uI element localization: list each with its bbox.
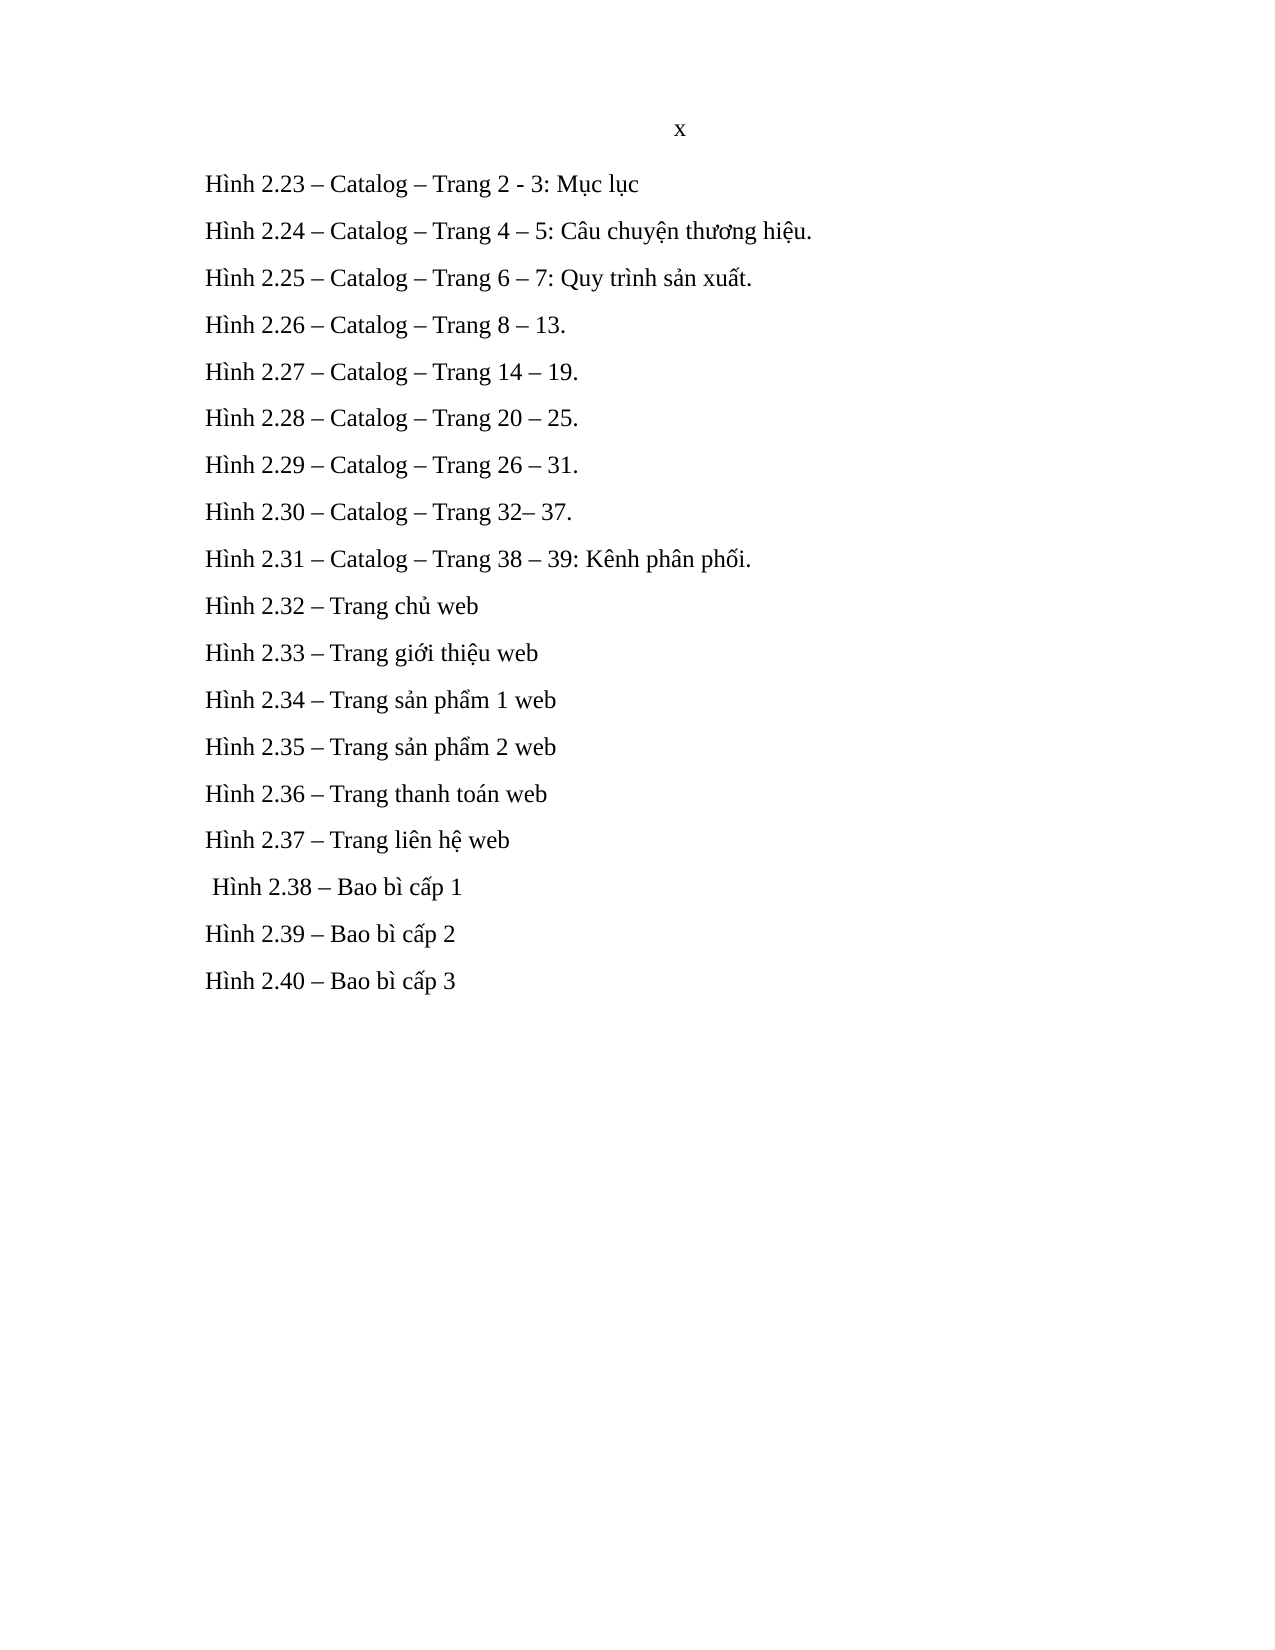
figure-entry-2-26: Hình 2.26 – Catalog – Trang 8 – 13.	[205, 311, 567, 339]
figure-entry-2-40: Hình 2.40 – Bao bì cấp 3	[205, 968, 456, 996]
figure-entry-2-37: Hình 2.37 – Trang liên hệ web	[205, 827, 510, 855]
figure-entry-2-39: Hình 2.39 – Bao bì cấp 2	[205, 921, 456, 949]
figure-entry-2-23: Hình 2.23 – Catalog – Trang 2 - 3: Mục lục	[205, 171, 640, 198]
figure-entry-2-32: Hình 2.32 – Trang chủ web	[205, 593, 479, 621]
list-of-figures	[205, 170, 812, 1014]
figure-entry-2-31: Hình 2.31 – Catalog – Trang 38 – 39: Kênh phân phối.	[205, 546, 752, 574]
figure-entry-2-33: Hình 2.33 – Trang giới thiệu web	[205, 639, 539, 667]
figure-entry-2-29: Hình 2.29 – Catalog – Trang 26 – 31.	[205, 452, 579, 480]
page-number: x	[673, 115, 687, 142]
figure-entry-2-34: Hình 2.34 – Trang sản phẩm 1 web	[205, 686, 557, 714]
figure-entry-2-30: Hình 2.30 – Catalog – Trang 32– 37.	[205, 499, 573, 527]
figure-entry-2-38: Hình 2.38 – Bao bì cấp 1	[212, 874, 463, 902]
figure-entry-2-27: Hình 2.27 – Catalog – Trang 14 – 19.	[205, 358, 579, 386]
figure-entry-2-35: Hình 2.35 – Trang sản phẩm 2 web	[205, 733, 557, 761]
figure-entry-2-36: Hình 2.36 – Trang thanh toán web	[205, 780, 548, 808]
figure-entry-2-24: Hình 2.24 – Catalog – Trang 4 – 5: Câu chuyện thương hiệu.	[205, 217, 813, 245]
figure-entry-2-25: Hình 2.25 – Catalog – Trang 6 – 7: Quy trình sản xuất.	[205, 264, 753, 292]
figure-entry-2-28: Hình 2.28 – Catalog – Trang 20 – 25.	[205, 405, 579, 433]
